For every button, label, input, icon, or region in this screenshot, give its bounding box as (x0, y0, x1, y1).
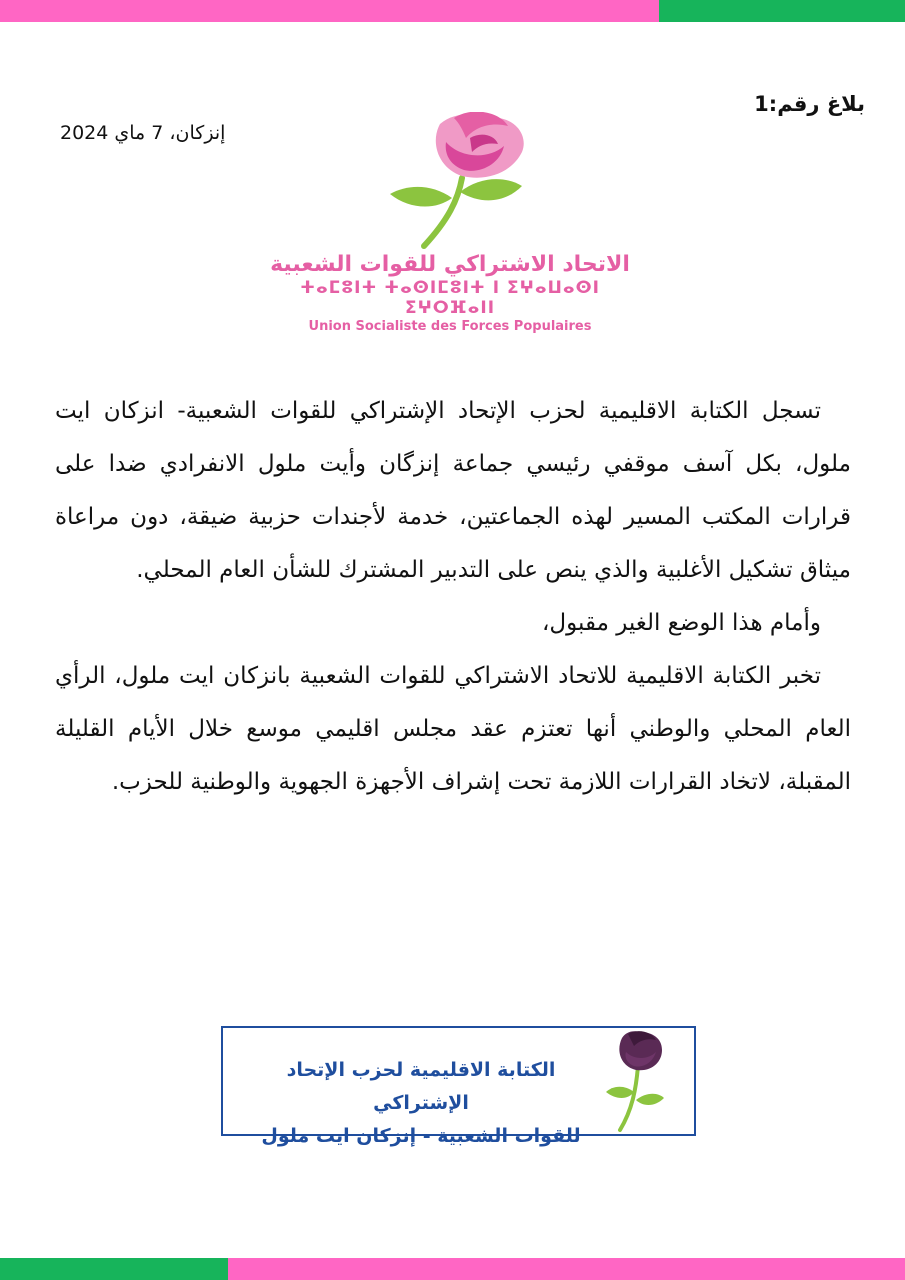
logo-arabic-name: الاتحاد الاشتراكي للقوات الشعبية (270, 252, 630, 277)
logo-french-name: Union Socialiste des Forces Populaires (308, 319, 592, 334)
top-bar-pink (0, 0, 659, 22)
bottom-bar-green (0, 1258, 228, 1280)
paragraph-1: تسجل الكتابة الاقليمية لحزب الإتحاد الإشتراكي للقوات الشعبية- انزكان ايت ملول، بكل آسف موقفي رئيسي جماعة إنزگان وأيت ملول الانفرادي ضدا على قرارات المكتب المسير لهذه الجماعتين، خدمة لأجندات حزبية ضيقة، دون مراعاة ميثاق تشكيل الأغلبية والذي ينص على التدبير المشترك للشأن العام المحلي. (55, 398, 851, 583)
paragraph-3: تخبر الكتابة الاقليمية للاتحاد الاشتراكي للقوات الشعبية بانزكان ايت ملول، الرأي العام المحلي والوطني أنها تعتزم عقد مجلس اقليمي موسع خلال الأيام القليلة المقبلة، لاتخاد القرارات اللازمة تحت إشراف الأجهزة الجهوية والوطنية للحزب. (55, 663, 851, 795)
signature-line-1: الكتابة الاقليمية لحزب الإتحاد الإشتراكي (286, 1059, 556, 1114)
communique-number: بلاغ رقم:1 (754, 92, 865, 116)
bottom-bar-pink (228, 1258, 905, 1280)
party-logo-text (265, 252, 635, 336)
date-line: إنزكان، 7 ماي 2024 (60, 122, 226, 144)
logo-tifinagh-name: ⵜⴰⵎⵓⵏⵜ ⵜⴰⵙⵏⵎⵓⵏⵜ ⵏ ⵉⵖⴰⵡⴰⵙⵏ ⵉⵖⵔⴼⴰⵏⵏ (300, 278, 600, 318)
top-bar-green (659, 0, 905, 22)
signature-line-2: للقوات الشعبية - إنزكان ايت ملول (261, 1125, 581, 1147)
communique-body (55, 385, 851, 809)
signature-text (236, 1054, 606, 1153)
rose-icon (604, 1030, 666, 1134)
rose-icon (380, 112, 550, 252)
paragraph-2: وأمام هذا الوضع الغير مقبول، (542, 610, 821, 636)
signature-box (221, 1026, 696, 1147)
